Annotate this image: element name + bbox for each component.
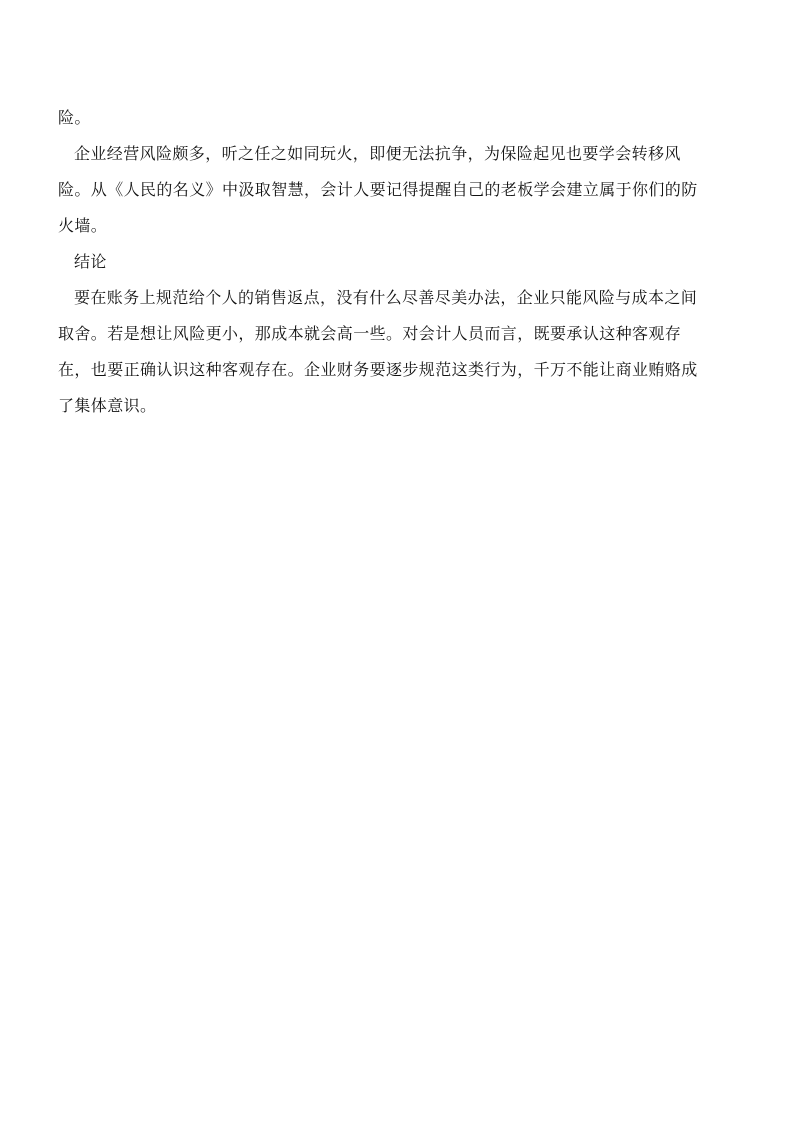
paragraph-conclusion-line-2: 取舍。若是想让风险更小，那成本就会高一些。对会计人员而言，既要承认这种客观存: [58, 324, 682, 343]
section-heading-conclusion: 结论: [74, 252, 107, 271]
paragraph-conclusion-line-3: 在，也要正确认识这种客观存在。企业财务要逐步规范这类行为，千万不能让商业贿赂成: [58, 360, 698, 379]
paragraph-conclusion-line-4: 了集体意识。: [58, 396, 157, 415]
paragraph-risk-transfer-line-3: 火墙。: [58, 216, 108, 235]
paragraph-conclusion-line-1: 要在账务上规范给个人的销售返点，没有什么尽善尽美办法，企业只能风险与成本之间: [74, 288, 698, 307]
paragraph-risk-transfer-line-2: 险。从《人民的名义》中汲取智慧，会计人要记得提醒自己的老板学会建立属于你们的防: [58, 180, 698, 199]
text-line-continuation: 险。: [58, 108, 91, 127]
document-body: [58, 102, 740, 426]
paragraph-risk-transfer-line-1: 企业经营风险颇多，听之任之如同玩火，即便无法抗争，为保险起见也要学会转移风: [74, 144, 681, 163]
